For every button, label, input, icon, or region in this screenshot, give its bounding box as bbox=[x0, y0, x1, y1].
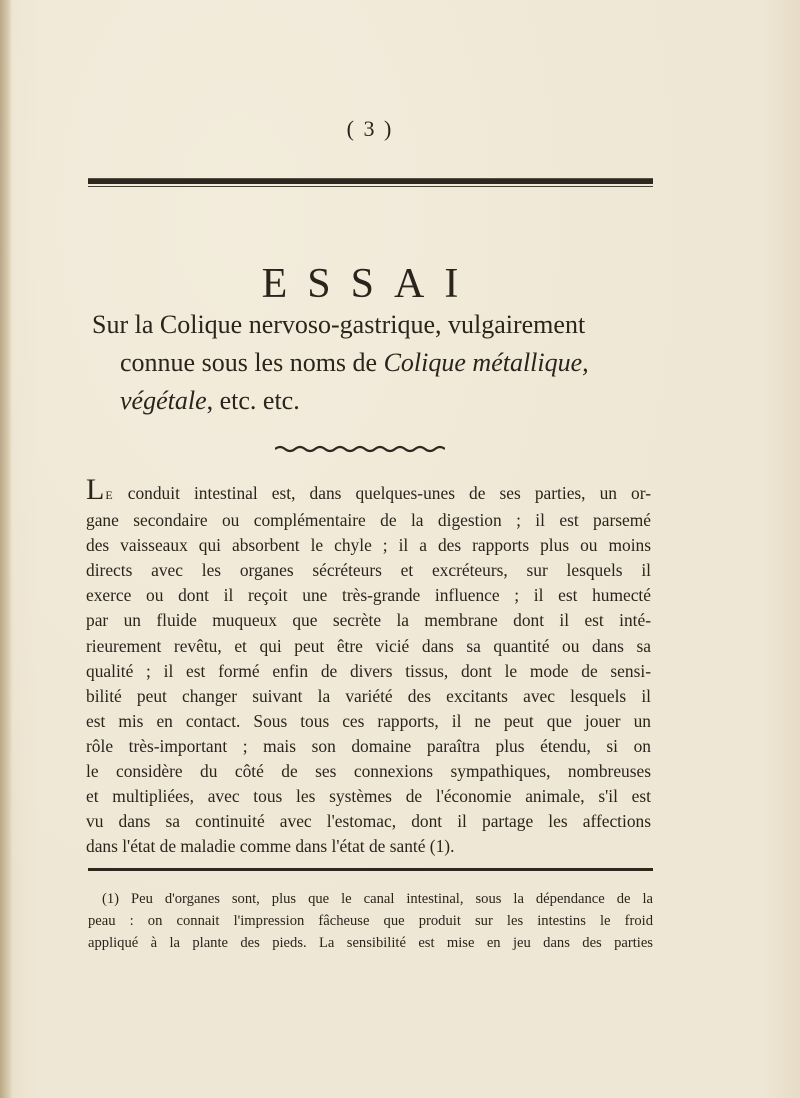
footnote-rule bbox=[88, 868, 653, 871]
body-line: des vaisseaux qui absorbent le chyle ; il a des rapports plus ou moins bbox=[86, 535, 651, 556]
body-line: rieurement revêtu, et qui peut être vicié dans sa quantité ou dans sa bbox=[86, 635, 651, 656]
body-line: directs avec les organes sécréteurs et excréteurs, sur lesquels il bbox=[86, 560, 651, 581]
footnote bbox=[88, 888, 653, 954]
footnote-line: appliqué à la plante des pieds. La sensibilité est mise en jeu dans des parties bbox=[88, 935, 653, 951]
small-cap: E bbox=[105, 488, 114, 502]
essay-subtitle bbox=[92, 306, 672, 420]
body-paragraph bbox=[86, 473, 651, 859]
header-rule bbox=[88, 178, 653, 184]
body-line: est mis en contact. Sous tous ces rapports, il ne peut que jouer un bbox=[86, 710, 651, 731]
header-rule-thin bbox=[88, 186, 653, 187]
page-number: ( 3 ) bbox=[346, 116, 394, 141]
body-line: bilité peut changer suivant la variété des excitants avec lesquels il bbox=[86, 685, 651, 706]
body-line: vu dans sa continuité avec l'estomac, dont il partage les affections bbox=[86, 811, 651, 832]
ornamental-divider bbox=[275, 444, 445, 454]
subtitle-line-1: Sur la Colique nervoso-gastrique, vulgairement bbox=[92, 310, 586, 339]
essay-title: ESSAI bbox=[261, 261, 479, 308]
body-line: LE conduit intestinal est, dans quelques-unes de ses parties, un or- bbox=[86, 473, 651, 506]
body-line: et multipliées, avec tous les systèmes de l'économie animale, s'il est bbox=[86, 786, 651, 807]
body-line: gane secondaire ou complémentaire de la digestion ; il est parsemé bbox=[86, 510, 651, 531]
drop-cap: L bbox=[86, 473, 106, 506]
footnote-line: (1) Peu d'organes sont, plus que le canal intestinal, sous la dépendance de la bbox=[102, 891, 653, 907]
body-line: qualité ; il est formé enfin de divers tissus, dont le mode de sensi- bbox=[86, 660, 651, 681]
subtitle-line-3-plain: , etc. etc. bbox=[206, 386, 300, 415]
subtitle-line-3-italic: végétale bbox=[120, 386, 207, 415]
body-line: par un fluide muqueux que secrète la membrane dont il est inté- bbox=[86, 610, 651, 631]
body-line: exerce ou dont il reçoit une très-grande influence ; il est humecté bbox=[86, 585, 651, 606]
body-line: dans l'état de maladie comme dans l'état de santé (1). bbox=[86, 836, 455, 857]
subtitle-line-3 bbox=[92, 382, 672, 420]
footnote-line: peau : on connait l'impression fâcheuse que produit sur les intestins le froid bbox=[88, 913, 653, 929]
subtitle-line-2 bbox=[92, 344, 672, 382]
body-line: rôle très-important ; mais son domaine paraîtra plus étendu, si on bbox=[86, 735, 651, 756]
subtitle-line-2-plain: connue sous les noms de bbox=[120, 348, 384, 377]
subtitle-line-2-italic: Colique métallique, bbox=[383, 348, 589, 377]
body-line: le considère du côté de ses connexions sympathiques, nombreuses bbox=[86, 761, 651, 782]
page-spine-shadow bbox=[0, 0, 12, 1098]
